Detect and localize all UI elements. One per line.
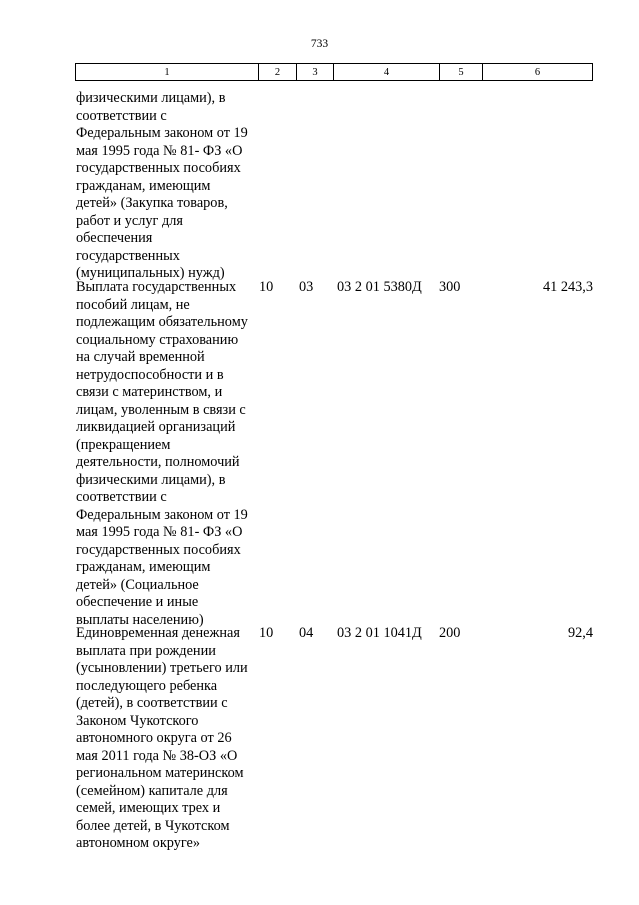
- row-section-code: 10: [259, 279, 274, 295]
- row-description: Единовременная денежная выплата при рождении (усыновлении) третьего или последующего ребенка (детей), в соответствии с Законом Чукотского автономного округа от 26 мая 2011 года № 38-ОЗ «О региональном материнском (семейном) капитале для семей, имеющих трех и более детей, в Чукотском автономном округе»: [76, 625, 248, 851]
- page-number: 733: [310, 38, 329, 50]
- column-header-2: 2: [259, 64, 297, 81]
- column-header-5: 5: [440, 64, 483, 81]
- row-target-article-code: 03 2 01 5380Д: [337, 279, 422, 295]
- row-section-code: 10: [259, 625, 274, 641]
- column-header-1: 1: [76, 64, 259, 81]
- row-expense-type-code: 200: [439, 625, 461, 641]
- row-subsection-code: 04: [299, 625, 314, 641]
- column-header-4: 4: [334, 64, 440, 81]
- row-amount: 92,4: [567, 625, 593, 641]
- column-header-table: [75, 63, 593, 81]
- column-header-3: 3: [297, 64, 334, 81]
- row-description: Выплата государственных пособий лицам, не подлежащим обязательному социальному страхованию на случай временной нетрудоспособности и в связи с материнством, и лицам, уволенным в связи с ликвидацией организаций (прекращением деятельности, полномочий физическими лицами), в соответствии с Федеральным законом от 19 мая 1995 года № 81- ФЗ «О государственных пособиях гражданам, имеющим детей» (Социальное обеспечение и иные выплаты населению): [76, 279, 248, 628]
- row-amount: 41 243,3: [542, 279, 593, 295]
- row-target-article-code: 03 2 01 1041Д: [337, 625, 422, 641]
- column-header-row: [76, 64, 593, 81]
- row-subsection-code: 03: [299, 279, 314, 295]
- row-description: физическими лицами), в соответствии с Федеральным законом от 19 мая 1995 года № 81- ФЗ «О государственных пособиях гражданам, имеющим детей» (Закупка товаров, работ и услуг для обеспечения государственных (муниципальных) нужд): [76, 90, 248, 281]
- column-header-6: 6: [483, 64, 593, 81]
- row-expense-type-code: 300: [439, 279, 461, 295]
